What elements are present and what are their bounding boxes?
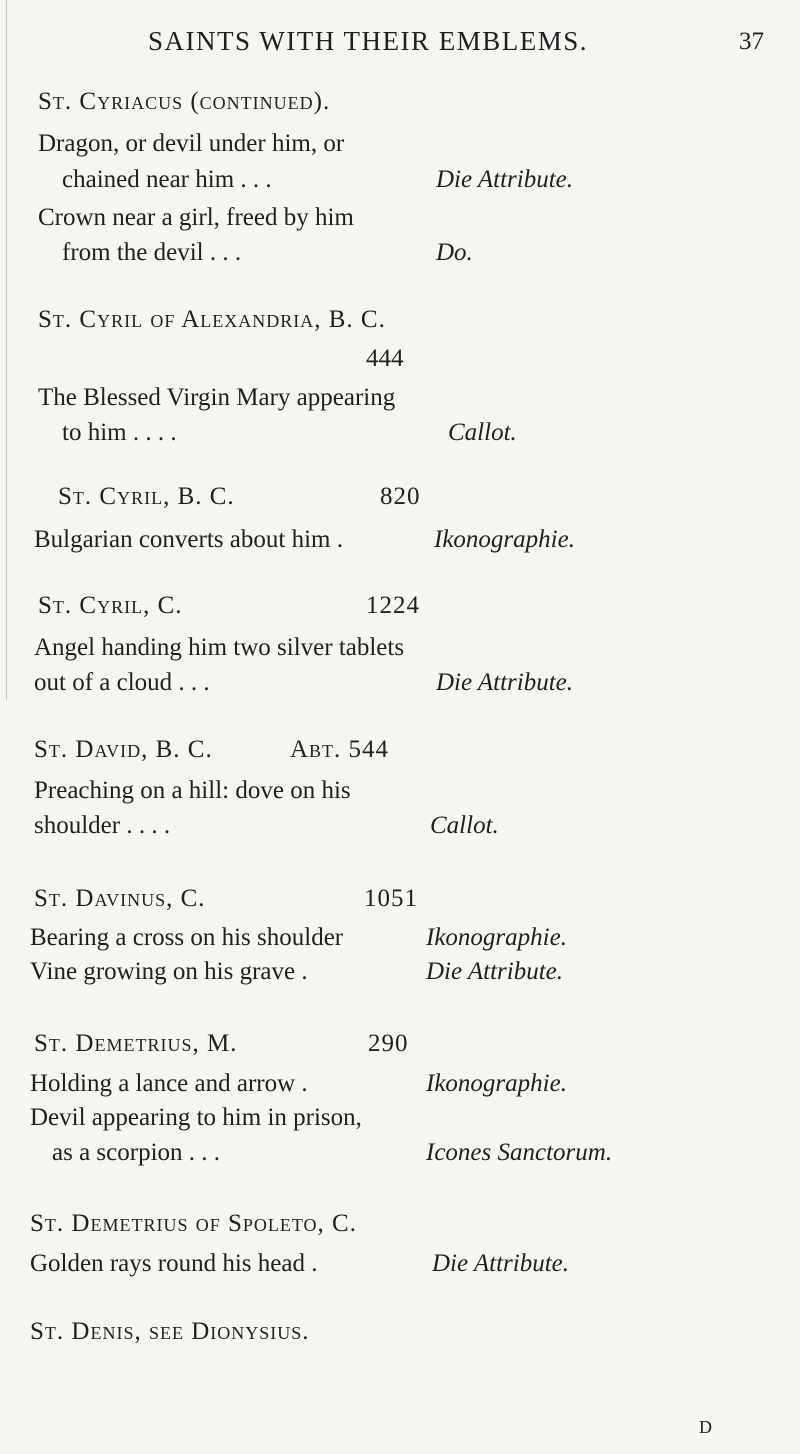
entry-line: to him . . . . Callot. — [62, 419, 517, 446]
source-reference: Die Attribute. — [436, 166, 574, 193]
entry-heading: St. Cyril, C. 1224 — [38, 592, 420, 619]
source-reference: Callot. — [430, 812, 499, 839]
entry-heading: St. Denis, see Dionysius. — [30, 1318, 310, 1345]
entry-date: 1051 — [364, 885, 418, 912]
source-reference: Ikonographie. — [426, 1070, 567, 1097]
source-reference: Icones Sanctorum. — [426, 1139, 613, 1166]
entry-heading: St. Cyril of Alexandria, B. C. — [38, 306, 386, 333]
entry-line: out of a cloud . . . Die Attribute. — [34, 669, 574, 696]
source-reference: Callot. — [448, 419, 517, 446]
source-reference: Ikonographie. — [426, 924, 567, 951]
entry-date: 444 — [366, 345, 404, 372]
entry-line: Preaching on a hill: dove on his — [34, 777, 351, 804]
entry-line: Bearing a cross on his shoulder Ikonographie. — [30, 924, 567, 951]
entry-line: Bulgarian converts about him . Ikonographie. — [34, 526, 575, 553]
entry-heading: St. Cyril, B. C. 820 — [58, 483, 421, 510]
entry-line: The Blessed Virgin Mary appearing — [38, 384, 396, 411]
entry-line: Golden rays round his head . Die Attribute. — [30, 1250, 570, 1277]
entry-line: Devil appearing to him in prison, — [30, 1104, 362, 1131]
page-number: 37 — [739, 28, 764, 55]
source-reference: Die Attribute. — [432, 1250, 570, 1277]
entry-line: Dragon, or devil under him, or — [38, 130, 345, 157]
entry-line: as a scorpion . . . Icones Sanctorum. — [52, 1139, 613, 1166]
entry-line: from the devil . . . Do. — [62, 239, 473, 266]
entry-line: Holding a lance and arrow . Ikonographie. — [30, 1070, 567, 1097]
entry-line: shoulder . . . . Callot. — [34, 812, 499, 839]
entry-heading: St. Davinus, C. 1051 — [34, 885, 418, 912]
entry-date: Abt. 544 — [290, 736, 390, 763]
entry-date: 290 — [368, 1030, 409, 1057]
source-reference: Ikonographie. — [434, 526, 575, 553]
entry-heading: St. Cyriacus (continued). — [38, 88, 331, 115]
entry-date: 1224 — [366, 592, 420, 619]
source-reference: Die Attribute. — [436, 669, 574, 696]
entry-date: 820 — [380, 483, 421, 510]
signature-mark: D — [699, 1417, 712, 1437]
source-reference: Die Attribute. — [426, 958, 564, 985]
entry-line: Angel handing him two silver tablets — [34, 634, 405, 661]
entry-line: Crown near a girl, freed by him — [38, 204, 354, 231]
entry-line: chained near him . . . Die Attribute. — [62, 166, 574, 193]
entry-heading: St. Demetrius of Spoleto, C. — [30, 1210, 357, 1237]
entry-line: Vine growing on his grave . Die Attribute. — [30, 958, 564, 985]
running-head-title: SAINTS WITH THEIR EMBLEMS. — [148, 26, 589, 56]
source-reference: Do. — [436, 239, 473, 266]
entry-heading: St. Demetrius, M. 290 — [34, 1030, 409, 1057]
running-head — [0, 26, 800, 66]
entry-heading: St. David, B. C. Abt. 544 — [34, 736, 390, 763]
